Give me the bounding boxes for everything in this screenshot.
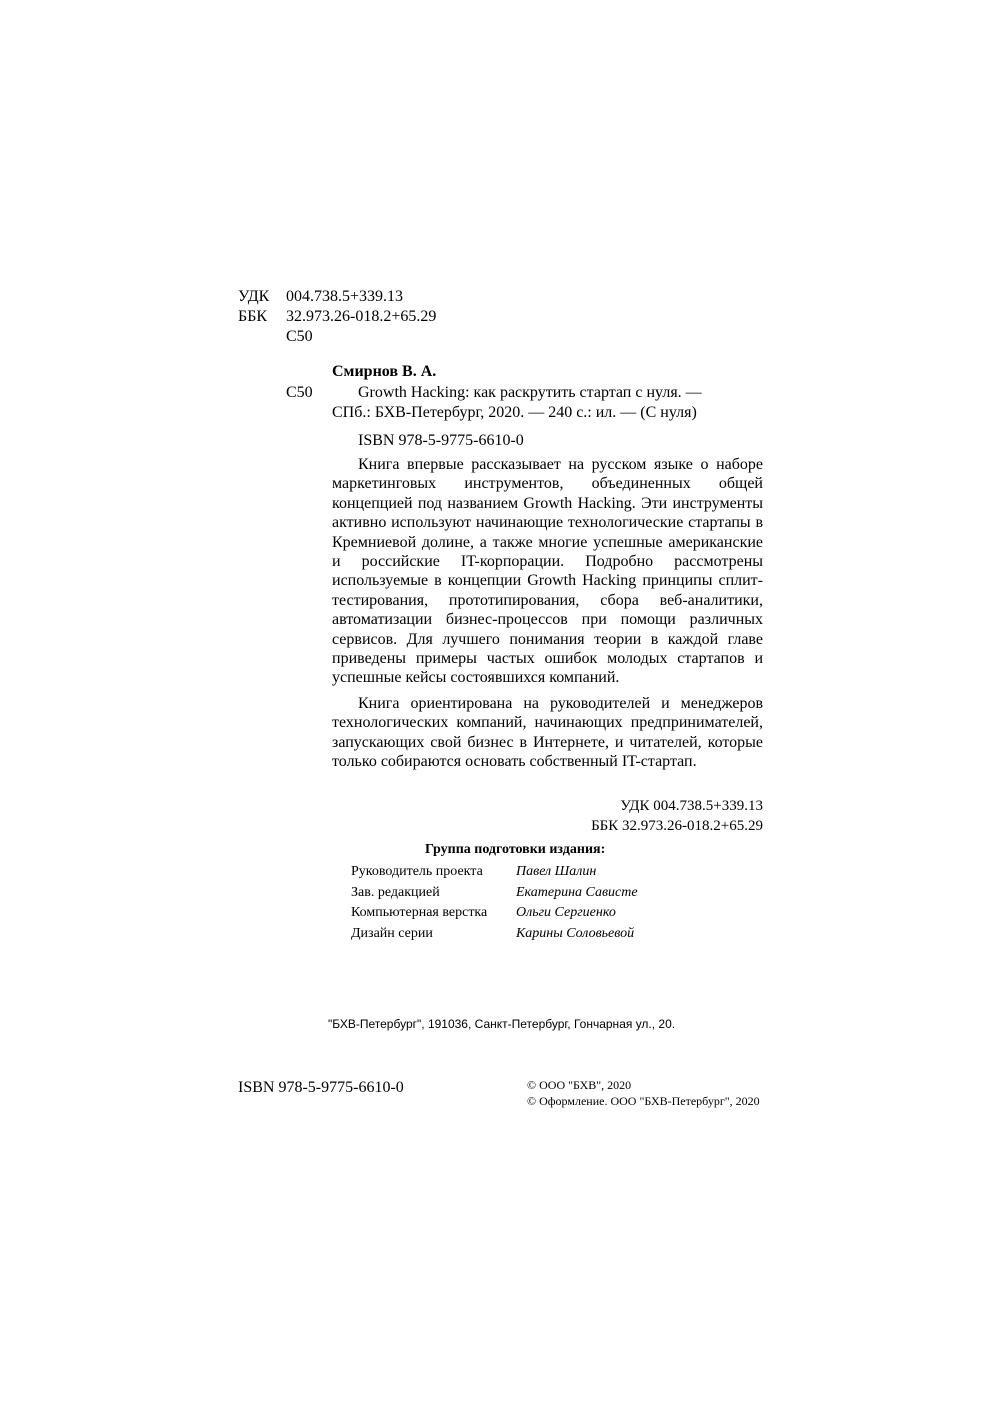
footer-isbn: ISBN 978-5-9775-6610-0 <box>238 1079 404 1096</box>
team-name: Карины Соловьевой <box>516 925 635 941</box>
copyright-block <box>527 1077 760 1109</box>
team-heading: Группа подготовки издания: <box>425 842 606 857</box>
record-isbn: ISBN 978-5-9775-6610-0 <box>358 432 524 449</box>
author-name: Смирнов В. А. <box>332 363 437 380</box>
record-author-sign: С50 <box>286 384 313 401</box>
book-title-line2: СПб.: БХВ-Петербург, 2020. — 240 с.: ил. — (С нуля) <box>332 404 697 421</box>
copyright-line: © Оформление. ООО "БХВ-Петербург", 2020 <box>527 1094 760 1108</box>
bbk-label: ББК <box>238 308 268 325</box>
copyright-line: © ООО "БХВ", 2020 <box>527 1078 632 1092</box>
annotation <box>332 455 763 778</box>
team-role: Дизайн серии <box>351 925 433 941</box>
publisher-address: "БХВ-Петербург", 191036, Санкт-Петербург, Гончарная ул., 20. <box>328 1017 676 1031</box>
team-name: Павел Шалин <box>516 864 597 879</box>
udk-code: УДК 004.738.5+339.13 <box>620 798 763 814</box>
bbk-code: ББК 32.973.26-018.2+65.29 <box>591 818 763 834</box>
udk-label: УДК <box>238 288 270 305</box>
annotation-paragraph: Книга ориентирована на руководителей и менеджеров технологических компаний, начинающих предпринимателей, запускающих свой бизнес в Интернете, и читателей, которые только собираются основать собственный IT-стартап. <box>332 694 763 771</box>
team-name: Ольги Сергиенко <box>516 905 616 920</box>
annotation-paragraph: Книга впервые рассказывает на русском языке о наборе маркетинговых инструментов, объединенных общей концепцией под названием Growth Hacking. Эти инструменты активно используют начинающие технологические стартапы в Кремниевой долине, а также многие успешные американские и российские IT-корпорации. Подробно рассмотрены используемые в концепции Growth Hacking принципы сплит-тестирования, прототипирования, сбора веб-аналитики, автоматизации бизнес-процессов при помощи различных сервисов. Для лучшего понимания теории в каждой главе приведены примеры частых ошибок молодых стартапов и успешные кейсы состоявшихся компаний. <box>332 456 763 687</box>
udk-value: 004.738.5+339.13 <box>286 288 404 305</box>
team-name: Екатерина Сависте <box>516 884 638 900</box>
author-sign: С50 <box>286 328 313 345</box>
book-title-line1: Growth Hacking: как раскрутить стартап с нуля. — <box>358 384 702 401</box>
codes-right <box>560 796 763 836</box>
team-role: Руководитель проекта <box>351 864 483 879</box>
bbk-value: 32.973.26-018.2+65.29 <box>286 308 437 325</box>
team-role: Зав. редакцией <box>351 884 440 900</box>
team-role: Компьютерная верстка <box>351 905 488 920</box>
